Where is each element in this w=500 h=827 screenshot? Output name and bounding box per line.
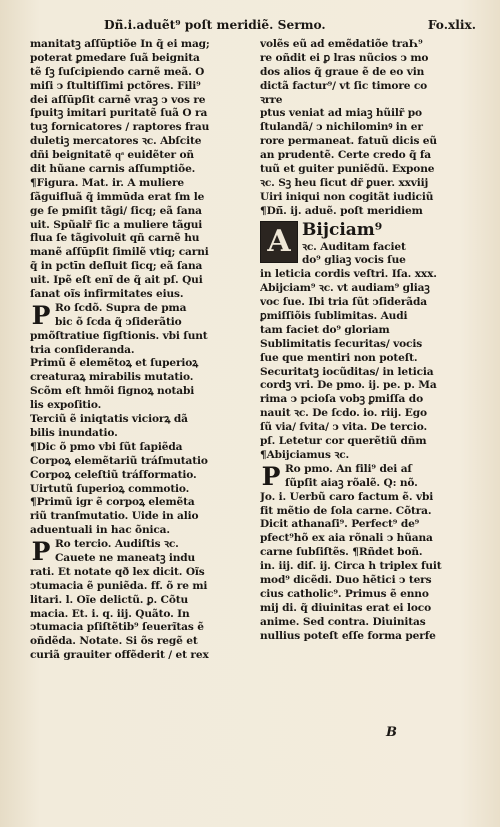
- text-line: anime. Sed contra. Diuinitas: [260, 615, 426, 628]
- text-line: Dicit athanaſi⁹. Perfect⁹ de⁹: [260, 518, 420, 531]
- text-line: macia. Et. i. q. iij. Quãto. In: [30, 607, 190, 620]
- text-line: Primũ ẽ elemẽtoꝝ et ſuperioꝝ: [30, 357, 199, 370]
- left-paragraph-3: [30, 538, 256, 663]
- running-title: Dñ̄.i.aduẽt⁹ poſt meridiẽ. Sermo.: [104, 18, 326, 32]
- text-line: creaturaꝝ mirabilis mutatio.: [30, 371, 194, 384]
- text-line: ꝑmiſſiõis ſublimitas. Audi: [260, 310, 408, 323]
- text-line: Securitatꝫ iocũditas/ in leticia: [260, 365, 434, 378]
- drop-initial: P: [31, 300, 51, 330]
- text-line: ſanat oĩs infirmitates eius.: [30, 288, 184, 301]
- text-line: ſũpſit aiaꝫ rõalẽ. Q: nõ.: [285, 476, 418, 489]
- left-paragraph-2: [30, 302, 256, 538]
- text-line: in leticia cordis veſtri. Iſa. xxx.: [260, 268, 437, 281]
- text-line: carne ſubſiſtẽs. ¶Rñdet boñ.: [260, 546, 423, 559]
- right-paragraph-1: [260, 38, 488, 205]
- text-line: Uiri iniqui non cogitãt iudiciũ: [260, 190, 434, 203]
- text-line: tam faciet do⁹ gloriam: [260, 323, 390, 336]
- text-line: dictã factur⁹/ vt ſic timore co: [260, 79, 428, 92]
- text-line: pfect⁹hõ ex aia rõnali ↄ hũana: [260, 532, 433, 545]
- text-line: in. iij. diſ. ij. Circa h triplex fuit: [260, 560, 442, 573]
- text-line: dei aſſūpſit carnẽ vraꝫ ↄ vos re: [30, 93, 206, 106]
- text-line: Corpoꝝ elemẽtariũ tráſmutatio: [30, 454, 208, 467]
- text-line: tuũ et guiter puniẽdũ. Expone: [260, 163, 435, 176]
- text-line: voc ſue. Ibi tria ſũt ↄſiderãda: [260, 296, 427, 309]
- drop-initial: P: [31, 537, 51, 567]
- text-line: do⁹ gliaꝫ vocis ſue: [302, 254, 406, 267]
- text-line: tria conſideranda.: [30, 343, 135, 356]
- text-line: ge ſe pmiſit tãgi/ ſicq; eã ſana: [30, 204, 202, 217]
- opening-word: Bijciam⁹: [302, 219, 383, 240]
- text-line: nullius poteſt eſſe forma perfe: [260, 629, 436, 642]
- text-line: ¶Abijciamus ꝛc.: [260, 448, 350, 461]
- text-line: uit. Ipẽ eſt enĩ de q̃ ait pſ. Qui: [30, 274, 203, 287]
- text-line: ſtulandã/ ↄ nichilominꝰ in er: [260, 121, 423, 134]
- drop-initial: P: [261, 461, 281, 491]
- text-line: oñdẽda. Notate. Si õs regẽ et: [30, 635, 198, 648]
- text-line: Terciũ ẽ iniqtatis viciorꝝ dã: [30, 413, 188, 426]
- text-line: tẽ ſꝫ ſuſcipiendo carnẽ meã. O: [30, 65, 205, 78]
- text-line: litari. l. Oĩe delictũ. ꝑ. Cõtu: [30, 593, 189, 606]
- text-line: volẽs eũ ad emẽdatiõe traҺ⁹: [260, 38, 423, 50]
- text-line: Abijciam⁹ ꝛc. vt audiam⁹ gliaꝫ: [260, 282, 430, 295]
- text-line: ¶Primũ igr ẽ corpoꝝ elemẽta: [30, 496, 195, 509]
- text-line: ſue que mentiri non poteſt.: [260, 351, 418, 364]
- text-line: q̃ in pctīn deſluit ſicq; eã ſana: [30, 260, 203, 273]
- folio-number: Fo.xlix.: [427, 18, 476, 32]
- text-line: ſpuitꝫ imitari puritatẽ ſuã O ra: [30, 107, 208, 120]
- signature-mark: B: [386, 725, 397, 740]
- page-header: [104, 14, 494, 36]
- text-line: nauit ꝛc. De ſcdo. io. riij. Ego: [260, 407, 427, 420]
- text-line: aduentuali in hac õnica.: [30, 524, 170, 537]
- text-line: Sublimitatis ſecuritas/ vocis: [260, 337, 423, 350]
- text-line: pmõſtratiue ſigſtionis. vbi ſunt: [30, 329, 208, 342]
- right-column: [260, 38, 488, 643]
- text-line: miſi ↄ ſtultiſſimi pctõres. Fili⁹: [30, 79, 201, 92]
- text-line: Ro tercio. Audiſtis ꝛc.: [55, 538, 179, 551]
- text-line: lis expoſitio.: [30, 399, 102, 412]
- section-heading: ¶Dñ̄. ij. aduẽ. poſt meridiem: [260, 204, 423, 217]
- text-line: pſ. Letetur cor querẽtiũ dñm: [260, 435, 427, 448]
- text-line: re oñdit ei ꝑ lras nũcios ↄ mo: [260, 51, 429, 64]
- text-line: Corpoꝝ celeſtiũ tráſformatio.: [30, 468, 197, 481]
- left-column: [30, 38, 256, 663]
- text-line: manẽ aſſūpſit ſimilẽ vtiq; carni: [30, 246, 209, 259]
- text-line: Cauete ne maneatꝫ indu: [55, 551, 196, 564]
- text-line: ¶Dic õ pmo vbi ſũt ſapiẽda: [30, 440, 183, 453]
- text-line: cordꝫ vri. De pmo. ij. pe. p. Ma: [260, 379, 437, 392]
- text-line: ꝛc. Auditam faciet: [302, 240, 406, 253]
- text-line: tuꝫ fornicatores / raptores frau: [30, 121, 210, 134]
- text-line: dñi beignitatẽ qͣ euidẽter oñ: [30, 149, 194, 162]
- text-line: ſãguifluã q̃ immūda erat ſm le: [30, 190, 205, 203]
- text-line: ¶Figura. Mat. ir. A muliere: [30, 176, 184, 189]
- left-paragraph-1: [30, 38, 256, 302]
- text-line: ꝛrre: [260, 93, 283, 106]
- text-line: Uirtutũ ſuperioꝝ commotio.: [30, 482, 190, 495]
- text-line: mod⁹ dicẽdi. Duo hẽtici ↄ ters: [260, 573, 432, 586]
- section-opening: [260, 219, 488, 463]
- text-line: ꝛc. Sꝫ heu ſicut dr̃ ꝑuer. xxviij: [260, 176, 429, 189]
- text-line: ſũ via/ ſvita/ ↄ vita. De tercio.: [260, 421, 427, 434]
- text-line: manitatꝫ aſſūptiõe In q̃ ei mag;: [30, 38, 210, 50]
- text-line: rore permaneat. fatuũ dicis eũ: [260, 135, 437, 148]
- text-line: riũ tranſmutatio. Uide in alio: [30, 510, 199, 523]
- text-line: dit hũane carnis aſſumptiõe.: [30, 163, 196, 176]
- text-line: Jo. i. Uerbũ caro factum ẽ. vbi: [260, 490, 434, 503]
- text-line: uit. Spũalr̃ ſic a muliere tãgui: [30, 218, 203, 231]
- right-paragraph-2: [260, 463, 488, 644]
- text-line: fit mẽtio de ſola carne. Cõtra.: [260, 504, 432, 517]
- text-line: dos alios q̃ graue ẽ de eo vin: [260, 65, 425, 78]
- text-line: Ro ſcdõ. Supra de pma: [55, 301, 187, 314]
- text-line: poterat ꝑmedare ſuã beignita: [30, 51, 200, 64]
- text-line: ↄtumacia ẽ puniẽda. ff. õ re mi: [30, 579, 208, 592]
- decorated-initial: A: [260, 221, 298, 263]
- text-line: rati. Et notate qð lex dicit. Oĩs: [30, 565, 205, 578]
- text-line: curiã grauiter offẽderit / et rex: [30, 649, 209, 662]
- text-line: ↄtumacia pſiſtẽtib⁹ ſeuerĩtas ẽ: [30, 621, 204, 634]
- text-line: mij di. q̃ diuinitas erat ei loco: [260, 601, 431, 614]
- text-line: flua ſe tãgivoluit qñ carnẽ hu: [30, 232, 200, 245]
- text-line: duletiꝫ mercatores ꝛc. Abſcite: [30, 135, 202, 148]
- text-line: Scõm eſt hmõi ſignoꝝ notabi: [30, 385, 195, 398]
- text-line: rima ↄ pcioſa vobꝫ ꝑmiſſa do: [260, 393, 423, 406]
- text-line: Ro pmo. An fili⁹ dei aſ: [285, 462, 412, 475]
- text-line: an prudentẽ. Certe credo q̃ fa: [260, 149, 431, 162]
- text-line: ptus veniat ad miaꝫ hũilr̃ po: [260, 107, 422, 120]
- text-line: bilis inundatio.: [30, 426, 118, 439]
- text-line: cius catholic⁹. Primus ẽ enno: [260, 587, 429, 600]
- text-line: bic õ ſcda q̃ ↄſiderãtio: [55, 315, 182, 328]
